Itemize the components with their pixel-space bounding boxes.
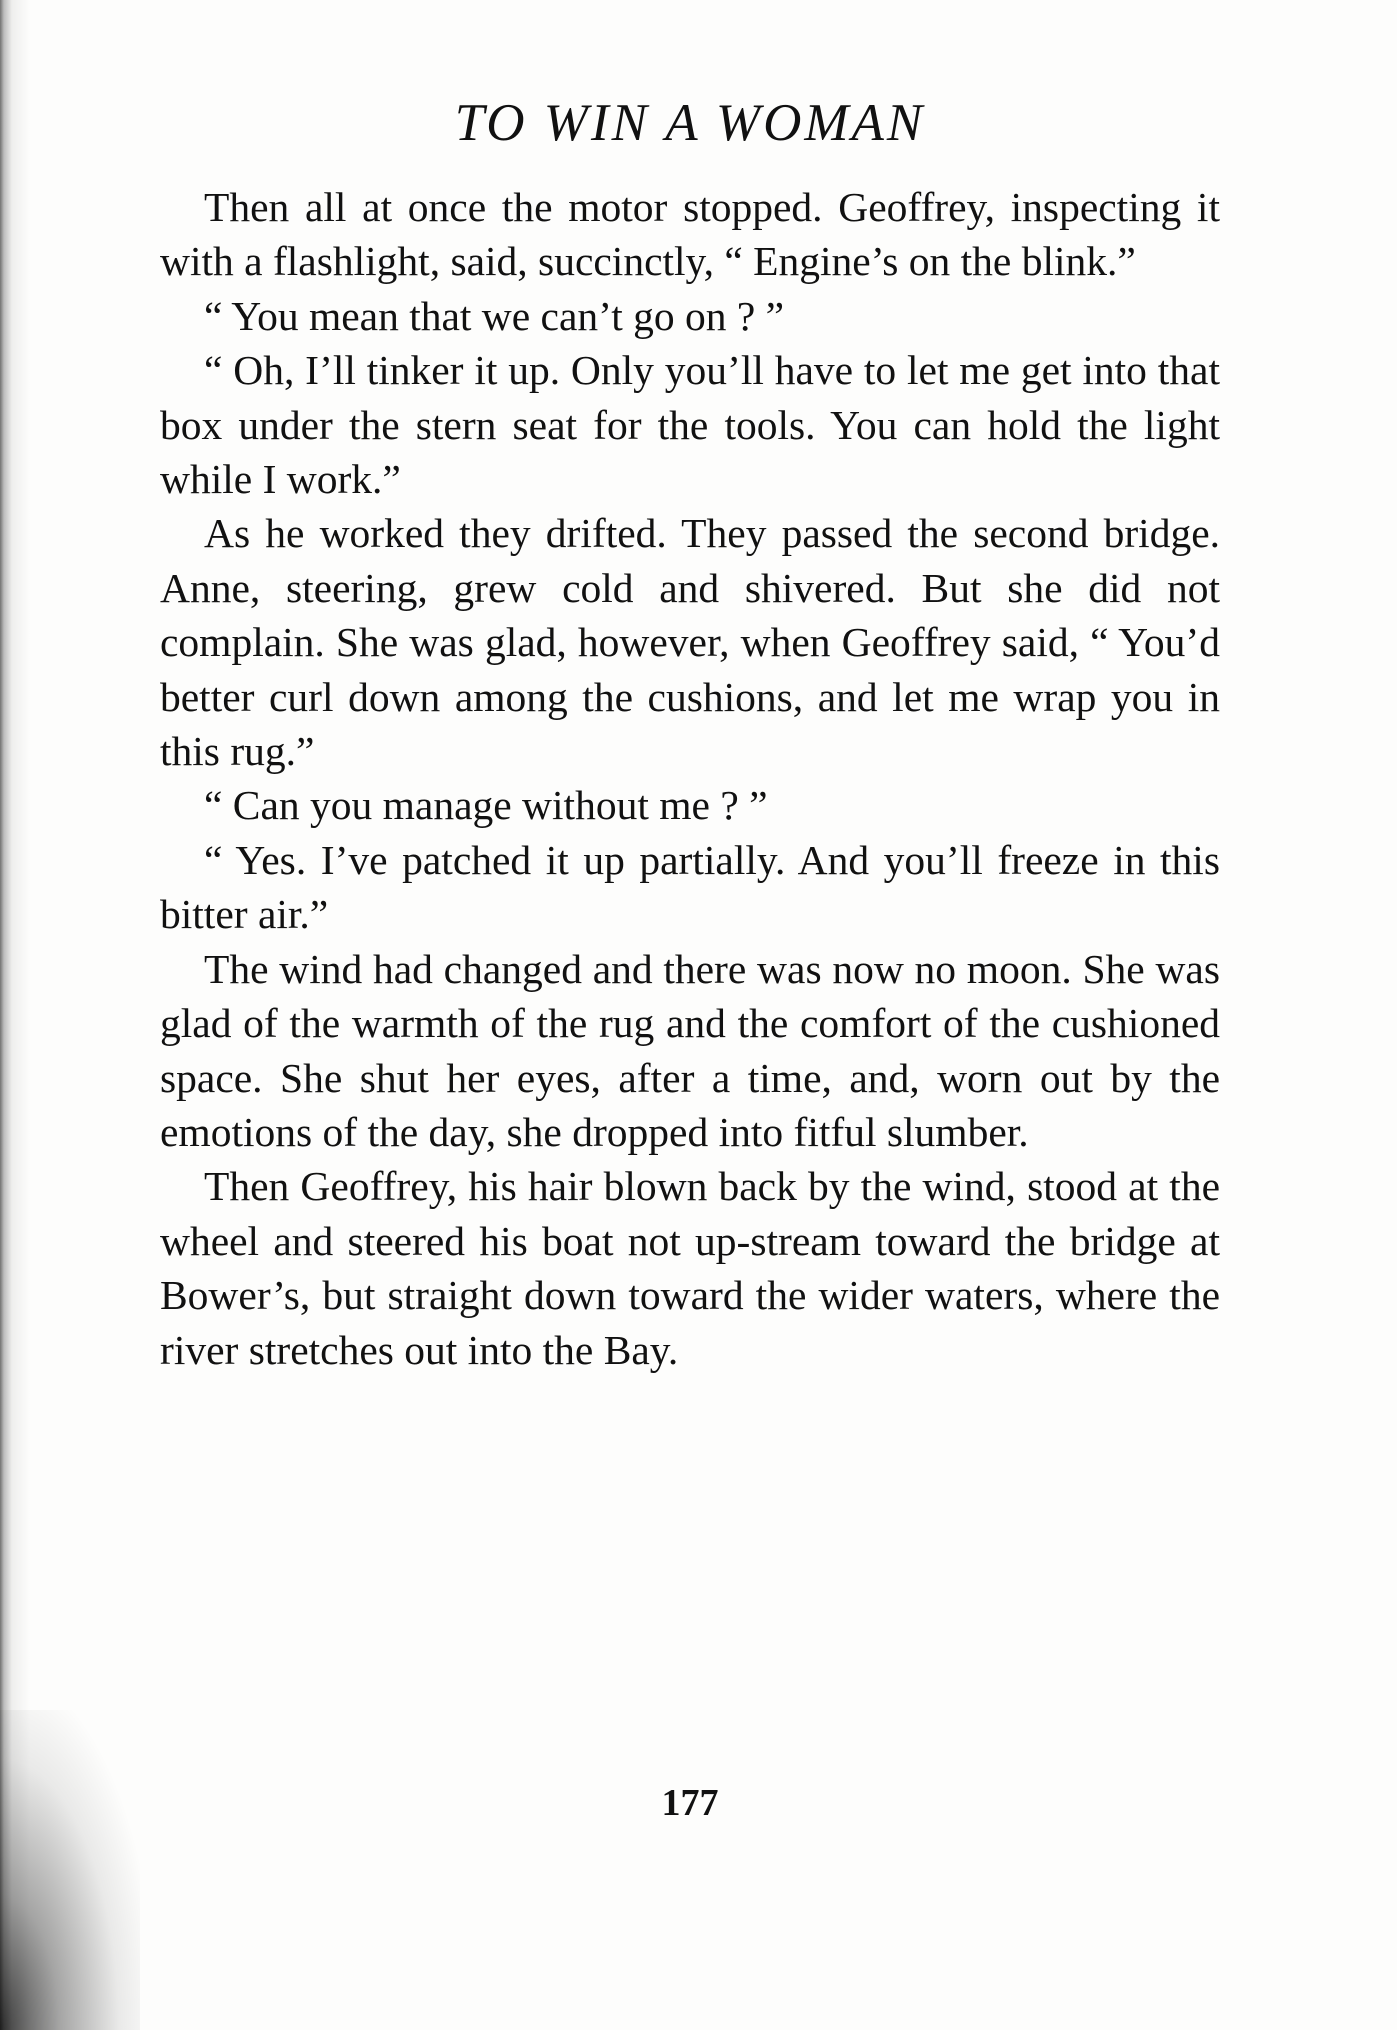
paragraph: “ Oh, I’ll tinker it up. Only you’ll have to let me get into that box under the stern seat for the tools. You can hold the light while I work.” xyxy=(160,347,1220,503)
page-number: 177 xyxy=(661,1782,719,1824)
paragraph: Then Geoffrey, his hair blown back by the wind, stood at the wheel and steered his boat not up-stream toward the bridge at Bower’s, but straight down toward the wider waters, where the river stretches out into the Bay. xyxy=(160,1163,1220,1373)
paragraph: Then all at once the motor stopped. Geoffrey, inspecting it with a flashlight, said, succinctly, “ Engine’s on the blink.” xyxy=(160,184,1220,285)
running-head: TO WIN A WOMAN xyxy=(454,94,926,152)
paragraph: As he worked they drifted. They passed the second bridge. Anne, steering, grew cold and shivered. But she did not complain. She was glad, however, when Geoffrey said, “ You’d better curl down among the cushions, and let me wrap you in this rug.” xyxy=(160,510,1220,775)
paragraph: “ You mean that we can’t go on ? ” xyxy=(204,292,785,339)
paragraph: The wind had changed and there was now no moon. She was glad of the warmth of the rug and the comfort of the cushioned space. She shut her eyes, after a time, and, worn out by the emotions of the day, she dropped into fitful slumber. xyxy=(160,945,1220,1155)
paragraph: “ Yes. I’ve patched it up partially. And you’ll freeze in this bitter air.” xyxy=(160,836,1220,938)
body-text xyxy=(160,180,1220,1377)
paragraph: “ Can you manage without me ? ” xyxy=(204,782,768,829)
binding-shadow-bottom xyxy=(0,1710,140,2030)
